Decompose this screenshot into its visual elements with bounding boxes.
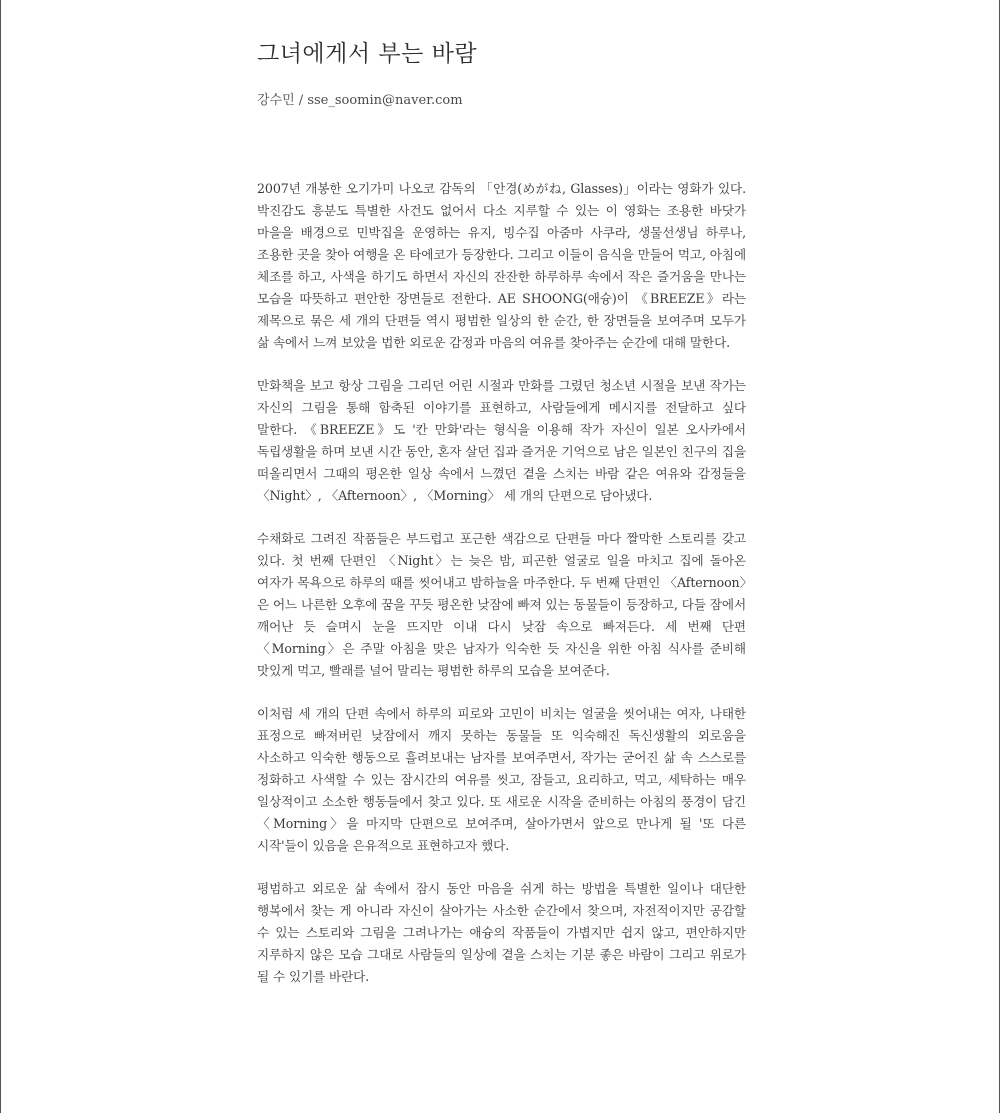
paragraph-2: 만화책을 보고 항상 그림을 그리던 어린 시절과 만화를 그렸던 청소년 시절을 보낸 작가는 자신의 그림을 통해 함축된 이야기를 표현하고, 사람들에게 메시지를 전달하고 싶다 말한다. 《BREEZE》도 '칸 만화'라는 형식을 이용해 작가 자신이 일본 오사카에서 독립생활을 하며 보낸 시간 동안, 혼자 살던 집과 즐거운 기억으로 남은 일본인 친구의 집을 떠올리면서 그때의 평온한 일상 속에서 느꼈던 곁을 스치는 바람 같은 여유와 감정들을 〈Night〉, 〈Afternoon〉, 〈Morning〉 세 개의 단편으로 담아냈다. bbox=[257, 378, 747, 503]
paragraph-1: 2007년 개봉한 오기가미 나오코 감독의 「안경(めがね, Glasses)」이라는 영화가 있다. 박진감도 흥분도 특별한 사건도 없어서 다소 지루할 수 있는 이 영화는 조용한 바닷가 마을을 배경으로 민박집을 운영하는 유지, 빙수집 아줌마 사쿠라, 생물선생님 하루나, 조용한 곳을 찾아 여행을 온 타에코가 등장한다. 그리고 이들이 음식을 만들어 먹고, 아침에 체조를 하고, 사색을 하기도 하면서 자신의 잔잔한 하루하루 속에서 작은 즐거움을 만나는 모습을 따뜻하고 편안한 장면들로 전한다. AE SHOONG(애슝)이 《BREEZE》라는 제목으로 묶은 세 개의 단편들 역시 평범한 일상의 한 순간, 한 장면들을 보여주며 모두가 삶 속에서 느껴 보았을 법한 외로운 감정과 마음의 여유를 찾아주는 순간에 대해 말한다. bbox=[257, 181, 747, 350]
article bbox=[257, 36, 746, 1009]
article-byline: 강수민 / sse_soomin@naver.com bbox=[257, 93, 463, 108]
article-body bbox=[257, 178, 746, 988]
paragraph-5: 평범하고 외로운 삶 속에서 잠시 동안 마음을 쉬게 하는 방법을 특별한 일이나 대단한 행복에서 찾는 게 아니라 자신이 살아가는 사소한 순간에서 찾으며, 자전적이지만 공감할 수 있는 스토리와 그림을 그려나가는 애슝의 작품들이 가볍지만 쉽지 않고, 편안하지만 지루하지 않은 모습 그대로 사람들의 일상에 곁을 스치는 기분 좋은 바람이 그리고 위로가 될 수 있기를 바란다. bbox=[257, 881, 746, 984]
article-title: 그녀에게서 부는 바람 bbox=[257, 41, 478, 67]
paragraph-4: 이처럼 세 개의 단편 속에서 하루의 피로와 고민이 비치는 얼굴을 씻어내는 여자, 나태한 표정으로 빠져버린 낮잠에서 깨지 못하는 동물들 또 익숙해진 독신생활의 외로움을 사소하고 익숙한 행동으로 흘려보내는 남자를 보여주면서, 작가는 굳어진 삶 속 스스로를 정화하고 사색할 수 있는 잠시간의 여유를 씻고, 잠들고, 요리하고, 먹고, 세탁하는 매우 일상적이고 소소한 행동들에서 찾고 있다. 또 새로운 시작을 준비하는 아침의 풍경이 담긴 〈Morning〉을 마지막 단편으로 보여주며, 살아가면서 앞으로 만나게 될 '또 다른 시작'들이 있음을 은유적으로 표현하고자 했다. bbox=[257, 706, 746, 853]
paragraph-3: 수채화로 그려진 작품들은 부드럽고 포근한 색감으로 단편들 마다 짤막한 스토리를 갖고 있다. 첫 번째 단편인 〈Night〉는 늦은 밤, 피곤한 얼굴로 일을 마치고 집에 돌아온 여자가 목욕으로 하루의 때를 씻어내고 밤하늘을 마주한다. 두 번째 단편인 〈Afternoon〉은 어느 나른한 오후에 꿈을 꾸듯 평온한 낮잠에 빠져 있는 동물들이 등장하고, 다들 잠에서 깨어난 듯 슬며시 눈을 뜨지만 이내 다시 낮잠 속으로 빠져든다. 세 번째 단편 〈Morning〉은 주말 아침을 맞은 남자가 익숙한 듯 자신을 위한 아침 식사를 준비해 맛있게 먹고, 빨래를 널어 말리는 평범한 하루의 모습을 보여준다. bbox=[257, 531, 747, 678]
